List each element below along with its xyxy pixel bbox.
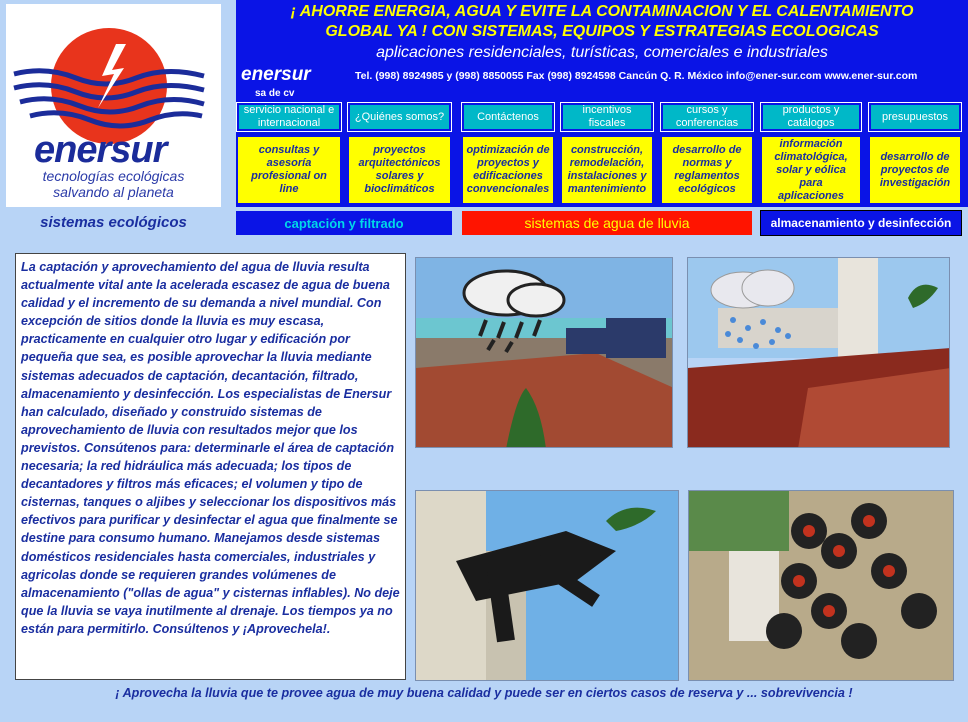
service-proyectos-arquitectonicos[interactable]: proyectos arquitectónicos solares y bioclimáticos bbox=[348, 136, 451, 204]
nav-contactenos[interactable]: Contáctenos bbox=[462, 103, 554, 131]
nav-cursos-conferencias[interactable]: cursos y conferencias bbox=[661, 103, 753, 131]
service-construccion[interactable]: construcción, remodelación, instalaciones y mantenimiento bbox=[561, 136, 653, 204]
headline-1: ¡ AHORRE ENERGIA, AGUA Y EVITE LA CONTAMINACION Y EL CALENTAMIENTO bbox=[290, 3, 914, 20]
brand-name: enersur bbox=[241, 64, 311, 85]
brand-subtitle: sa de cv bbox=[255, 88, 295, 99]
logo-wordmark: enersur bbox=[34, 129, 167, 171]
tab-captacion-filtrado[interactable]: captación y filtrado bbox=[236, 211, 452, 235]
service-informacion-climatologica[interactable]: información climatológica, solar y eólica para aplicaciones bbox=[761, 136, 861, 204]
body-text: La captación y aprovechamiento del agua de lluvia resulta actualmente vital ante la acelerada escasez de agua de buena calidad y el incremento de su demanda a nivel mundial. Con excepción de sitios donde la lluvia es muy escasa, practicamente en cualquier otro lugar y edificación por pequeña que sea, es posible aprovechar la lluvia mediante sistemas adecuados de captación, decantación, filtrado, almacenamiento y desinfección. Los especialistas de Enersur han calculado, diseñado y construido sistemas de aprovechamiento de lluvia con resultados mejor que los previstos. Consútenos para: determinarle el área de captación necesaria; la red hidráulica más adecuada; los tipos de decantadores y filtros más eficaces; el volumen y tipo de cisternas, tanques o aljibes y seleccionar los dispositivos más efectivos para purificar y desinfectar el agua que finalmente se destine para consumo humano. Manejamos desde sistemas domésticos residenciales hasta comerciales, industriales y agricolas donde se requieren grandes volúmenes de almacenamiento ("ollas de agua" y cisternas inflables). No deje que la lluvia se vaya inutilmente al drenaje. Los tiempos ya no están para permitirlo. Consúltenos y ¡Aprovechela!. bbox=[15, 253, 406, 680]
nav-quienes-somos[interactable]: ¿Quiénes somos? bbox=[348, 103, 451, 131]
service-consultas[interactable]: consultas y asesoría profesional on line bbox=[237, 136, 341, 204]
headline-3: aplicaciones residenciales, turísticas, comerciales e industriales bbox=[376, 44, 828, 61]
photo-filter-equipment bbox=[688, 490, 954, 681]
photo-rooftop-solar bbox=[415, 257, 673, 448]
contact-info: Tel. (998) 8924985 y (998) 8850055 Fax (998) 8924598 Cancún Q. R. México info@ener-sur.com www.ener-sur.com bbox=[355, 70, 918, 82]
nav-incentivos-fiscales[interactable]: incentivos fiscales bbox=[561, 103, 653, 131]
logo-tagline-2: salvando al planeta bbox=[53, 184, 174, 200]
photo-water-pipes bbox=[415, 490, 679, 681]
service-optimizacion[interactable]: optimización de proyectos y edificaciones convencionales bbox=[462, 136, 554, 204]
tab-almacenamiento[interactable]: almacenamiento y desinfección bbox=[761, 211, 961, 235]
logo-tagline-1: tecnologías ecológicas bbox=[42, 168, 185, 184]
nav-servicio-nacional[interactable]: servicio nacional e internacional bbox=[237, 103, 341, 131]
footer-message: ¡ Aprovecha la lluvia que te provee agua de muy buena calidad y puede ser en ciertos casos de reserva y ... sobrevivencia ! bbox=[115, 686, 853, 700]
service-investigacion[interactable]: desarrollo de proyectos de investigación bbox=[869, 136, 961, 204]
nav-presupuestos[interactable]: presupuestos bbox=[869, 103, 961, 131]
section-label[interactable]: sistemas ecológicos bbox=[40, 214, 187, 231]
tab-sistemas-agua-lluvia[interactable]: sistemas de agua de lluvia bbox=[462, 211, 752, 235]
service-normas[interactable]: desarrollo de normas y reglamentos ecológicos bbox=[661, 136, 753, 204]
headline-2: GLOBAL YA ! CON SISTEMAS, EQUIPOS Y ESTRATEGIAS ECOLOGICAS bbox=[325, 23, 879, 40]
nav-productos-catalogos[interactable]: productos y catálogos bbox=[761, 103, 861, 131]
photo-rooftop-rain bbox=[687, 257, 950, 448]
